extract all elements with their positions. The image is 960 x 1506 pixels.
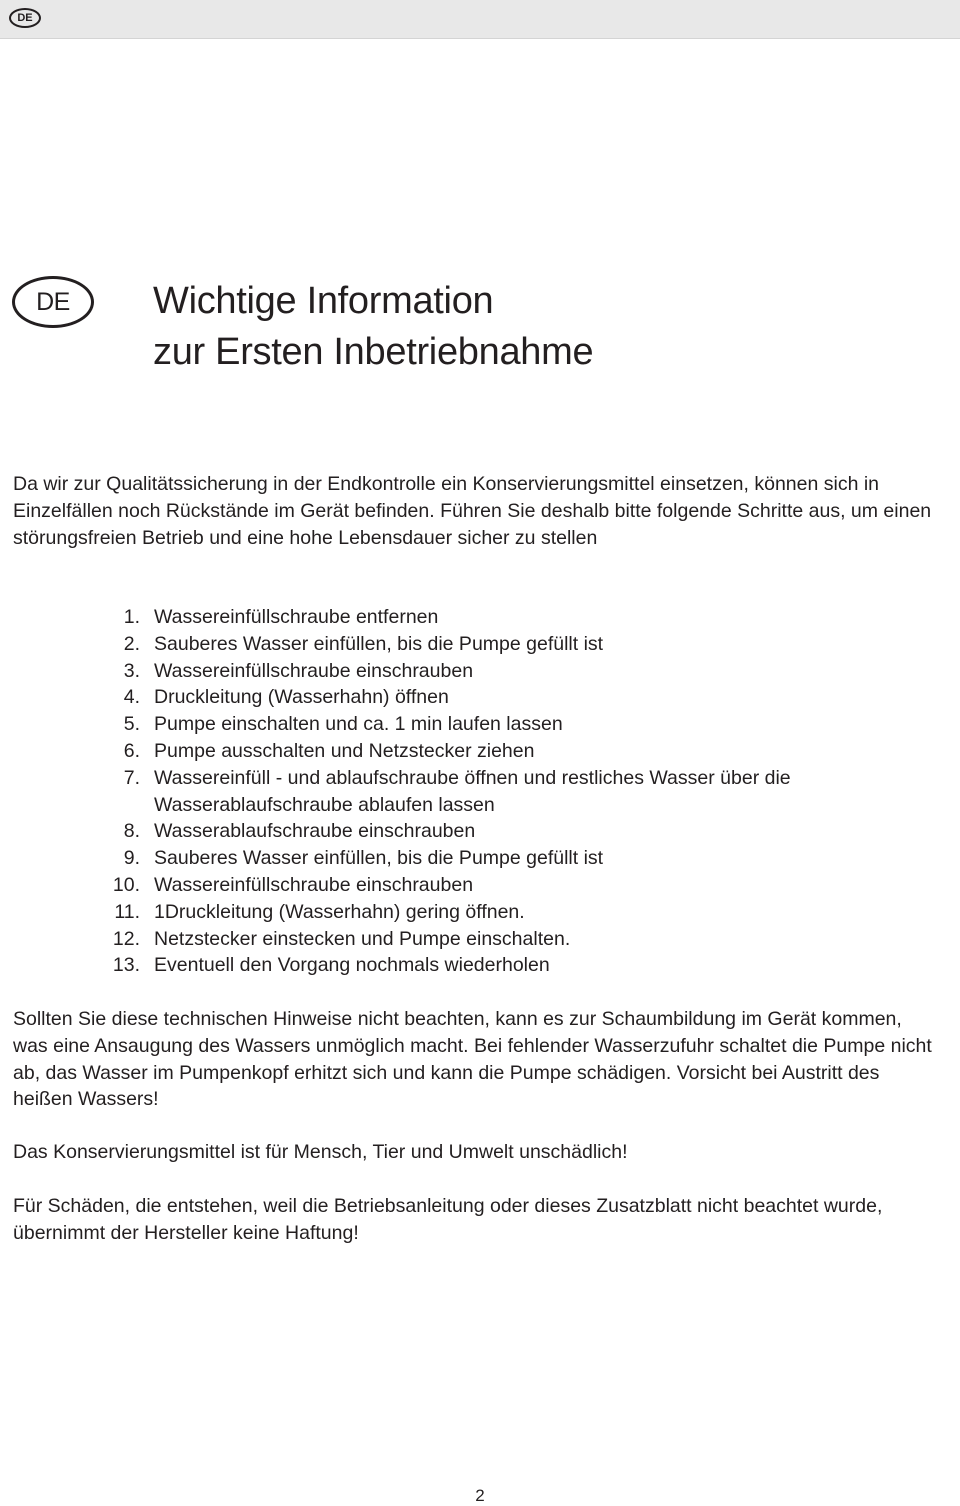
step-item — [0, 604, 960, 631]
language-badge-small: DE — [9, 8, 41, 28]
step-item — [0, 658, 960, 685]
intro-paragraph: Da wir zur Qualitätssicherung in der Endkontrolle ein Konservierungsmittel einsetzen, können sich in Einzelfällen noch Rückstände im Gerät befinden. Führen Sie deshalb bitte folgende Schritte aus, um einen störungsfreien Betrieb und eine hohe Lebensdauer sicher zu stellen — [13, 473, 932, 549]
step-text: Netzstecker einstecken und Pumpe einschalten. — [154, 927, 571, 950]
step-text: Sauberes Wasser einfüllen, bis die Pumpe gefüllt ist — [154, 847, 604, 870]
step-item — [0, 952, 960, 979]
step-text: Wassereinfüllschraube einschrauben — [154, 873, 474, 896]
step-text: Eventuell den Vorgang nochmals wiederholen — [154, 954, 550, 977]
step-text: Wassereinfüllschraube entfernen — [154, 606, 439, 628]
step-number: 13. — [112, 954, 140, 977]
safety-note: Das Konservierungsmittel ist für Mensch, Tier und Umwelt unschädlich! — [13, 1141, 628, 1163]
step-text: Sauberes Wasser einfüllen, bis die Pumpe gefüllt ist — [154, 632, 604, 655]
step-item — [0, 899, 960, 926]
step-number: 2. — [123, 632, 140, 655]
step-number: 5. — [123, 713, 140, 736]
step-text: Wassereinfüll - und ablaufschraube öffnen und restliches Wasser über die Wasserablaufschraube ablaufen lassen — [154, 766, 791, 816]
language-badge: DE — [12, 276, 94, 328]
step-item — [0, 765, 960, 819]
step-number: 10. — [112, 873, 140, 896]
liability-note: Für Schäden, die entstehen, weil die Betriebsanleitung oder dieses Zusatzblatt nicht beachtet wurde, übernimmt der Hersteller keine Haftung! — [13, 1195, 883, 1244]
page-number: 2 — [475, 1486, 485, 1505]
step-item — [0, 926, 960, 953]
warning-paragraph: Sollten Sie diese technischen Hinweise nicht beachten, kann es zur Schaumbildung im Gerät kommen, was eine Ansaugung des Wassers unmöglich macht. Bei fehlender Wasserzufuhr schaltet die Pumpe nicht ab, das Wasser im Pumpenkopf erhitzt sich und kann die Pumpe schädigen. Vorsicht bei Austritt des heißen Wassers! — [13, 1008, 932, 1111]
step-number: 7. — [123, 766, 140, 789]
step-text: Pumpe einschalten und ca. 1 min laufen lassen — [154, 713, 563, 736]
title-line-2: zur Ersten Inbetriebnahme — [153, 331, 594, 373]
steps-list — [0, 604, 960, 979]
step-item — [0, 872, 960, 899]
step-text: Druckleitung (Wasserhahn) öffnen — [154, 686, 449, 709]
step-number: 11. — [114, 900, 140, 923]
step-text: Wassereinfüllschraube einschrauben — [154, 659, 474, 682]
step-item — [0, 818, 960, 845]
step-item — [0, 684, 960, 711]
step-number: 6. — [123, 739, 140, 762]
step-item — [0, 845, 960, 872]
title-line-1: Wichtige Information — [153, 280, 494, 322]
step-text: Wasserablaufschraube einschrauben — [154, 820, 476, 843]
step-item — [0, 738, 960, 765]
step-number: 12. — [112, 927, 140, 950]
step-number: 1. — [123, 606, 140, 628]
step-item — [0, 711, 960, 738]
step-item — [0, 631, 960, 658]
step-text: Pumpe ausschalten und Netzstecker ziehen — [154, 739, 535, 762]
step-number: 9. — [123, 847, 140, 870]
step-number: 8. — [123, 820, 140, 843]
step-number: 3. — [123, 659, 140, 682]
top-bar — [0, 0, 960, 39]
step-text: 1Druckleitung (Wasserhahn) gering öffnen. — [154, 900, 525, 923]
page-title — [153, 276, 593, 378]
step-number: 4. — [123, 686, 140, 709]
